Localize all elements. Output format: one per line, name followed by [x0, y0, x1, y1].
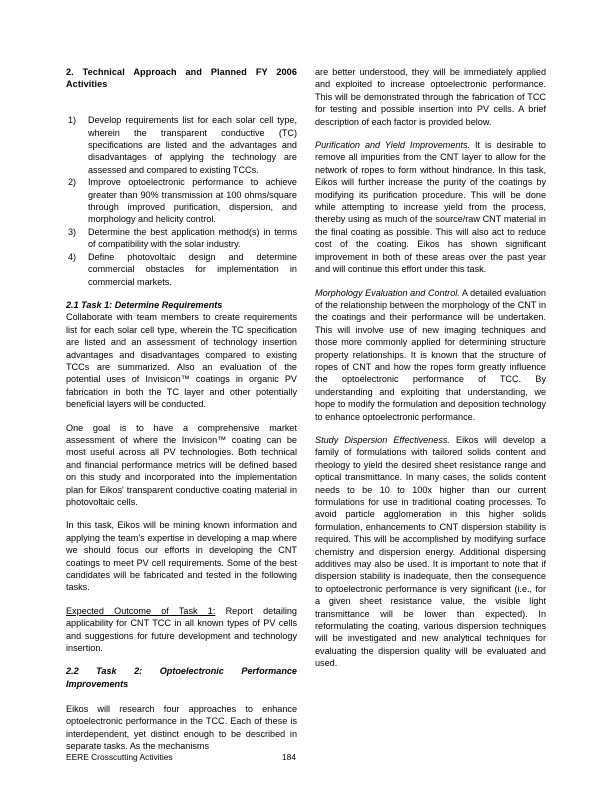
continuation-paragraph: are better understood, they will be immediately applied and exploited to increase optoelectronic performance. This will be demonstrated through the fabrication of TCC for testing and possible insertion into PV cells. A brief description of each factor is provided below.: [315, 67, 546, 127]
list-marker: 4): [68, 251, 77, 262]
list-item-text: Improve optoelectronic performance to achieve greater than 90% transmission at 100 ohms/square through improved purification, dispersion, and morphology and helicity control.: [88, 177, 297, 225]
section-2-1-paragraph-3: In this task, Eikos will be mining known information and applying the team's expertise in developing a map where we should focus our efforts in developing the CNT coatings to meet PV cell requirements. Some of the best candidates will be fabricated and tested in the following tasks.: [66, 520, 297, 593]
page-content: [66, 66, 546, 751]
section-2-2-paragraph-1: Eikos will research four approaches to enhance optoelectronic performance in the TCC. Each of these is interdependent, yet distinct enough to be described in separate tasks. As the mechanisms: [66, 703, 297, 751]
expected-outcome-text: Report detailing applicability for CNT TCC in all known types of PV cells and suggestions for future development and technology insertion.: [66, 605, 297, 654]
page-footer: [66, 752, 546, 768]
list-item: [66, 251, 297, 288]
expected-outcome-label: Expected Outcome of Task 1:: [66, 605, 216, 616]
list-item-text: Develop requirements list for each solar cell type, wherein the transparent conductive (TC) specifications are listed and the advantages and disadvantages of applying the technology are assessed and compared to existing TCCs.: [88, 115, 297, 175]
list-item: [66, 114, 297, 176]
list-item-text: Define photovoltaic design and determine commercial obstacles for implementation in commercial markets.: [88, 251, 297, 287]
dispersion-text: Eikos will develop a family of formulations with tailored solids content and rheology to yield the desired sheet resistance range and optical transmittance. In many cases, the solids content needs to be 10 to 100x higher than our current formulations for use in traditional coating processes. To avoid particle agglomeration in this higher solids formulation, enhancements to CNT dispersion stability is required. This will be accomplished by modifying surface chemistry and dispersion energy. Additional dispersing additives may also be used. It is important to note that if dispersion stability is inadequate, then the consequence to optoelectronic performance is very significant (i.e., for a given sheet resistance value, the visible light transmittance will be lower than expected). In reformulating the coating, various dispersion techniques will be investigated and new analytical techniques for evaluating the dispersion quality will be evaluated and used.: [315, 434, 546, 669]
footer-title: EERE Crosscutting Activities: [66, 752, 173, 762]
purification-text: It is desirable to remove all impurities from the CNT layer to allow for the network of ropes to form without hindrance. In this task, Eikos will further increase the purity of the coatings by modifying its purification procedure. This will be done while attempting to increase yield from the process, thereby using as much of the source/raw CNT material in the final coating as possible. This will also act to reduce cost of the coating. Eikos has shown significant improvement in both of these areas over the past year and will continue this effort under this task.: [315, 140, 546, 275]
page-number: 184: [282, 752, 296, 762]
list-marker: 2): [68, 177, 77, 188]
purification-label: Purification and Yield Improvements.: [315, 140, 471, 151]
objectives-list: [66, 114, 297, 288]
list-marker: 1): [68, 115, 77, 126]
expected-outcome-paragraph: [66, 605, 297, 655]
left-column: [66, 66, 297, 751]
dispersion-paragraph: [315, 434, 546, 670]
dispersion-label: Study Dispersion Effectiveness.: [315, 434, 450, 445]
section-2-1-paragraph-1: Collaborate with team members to create requirements list for each solar cell type, wherein the TC specification are listed and an assessment of technology insertion advantages and disadvantages compared to existing TCCs are summarized. Also an evaluation of the potential uses of Invisicon™ coatings in organic PV fabrication in both the TC layer and other potentially beneficial layers will be conducted.: [66, 312, 297, 410]
purification-paragraph: [315, 139, 546, 275]
morphology-label: Morphology Evaluation and Control.: [315, 287, 460, 298]
list-item: [66, 176, 297, 226]
page-title: 2. Technical Approach and Planned FY 2006 Activities: [66, 67, 297, 90]
morphology-paragraph: [315, 287, 546, 423]
morphology-text: A detailed evaluation of the relationship between the morphology of the CNT in the coatings and their performance will be undertaken. This will involve use of new imaging techniques and those more commonly applied for determining structure property relationships. It is known that the structure of ropes of CNT and how the ropes form greatly influence the optoelectronic performance of TCC. By understanding and exploiting that understanding, we hope to modify the formulation and deposition technology to enhance optoelectronic performance.: [315, 287, 546, 422]
list-item-text: Determine the best application method(s) in terms of compatibility with the solar industry.: [88, 226, 297, 250]
section-2-1-paragraph-2: One goal is to have a comprehensive market assessment of where the Invisicon™ coating can be most useful across all PV technologies. Both technical and financial performance metrics will be defined based on this study and incorporated into the implementation plan for Eikos' transparent conductive coating material in photovoltaic cells.: [66, 422, 297, 507]
section-heading-2-2: 2.2 Task 2: Optoelectronic Performance Improvements: [66, 666, 297, 689]
list-item: [66, 226, 297, 251]
section-heading-2-1: 2.1 Task 1: Determine Requirements: [66, 299, 223, 310]
right-column: [315, 66, 546, 726]
list-marker: 3): [68, 226, 77, 237]
